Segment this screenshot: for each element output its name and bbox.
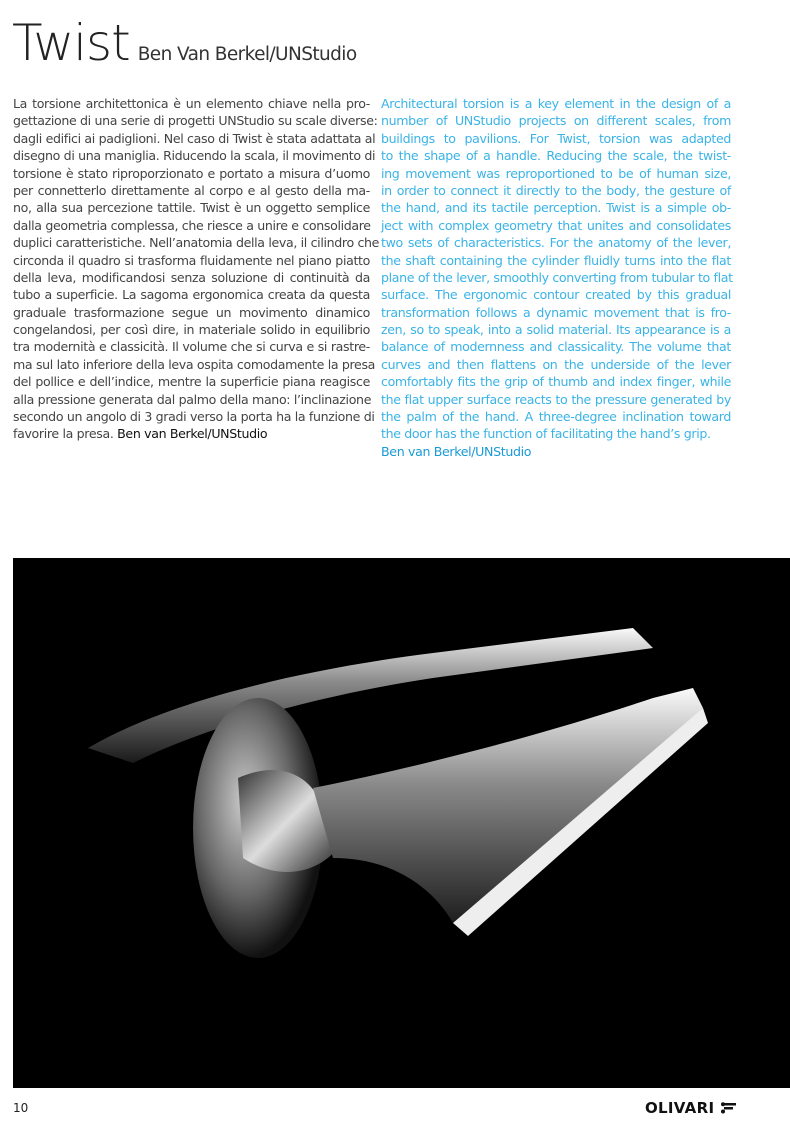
- text-line-content: dalla geometria complessa, che riesce a unire e consolidare: [13, 217, 371, 233]
- text-line-content: tubo a superficie. La sagoma ergonomica creata da questa: [13, 287, 370, 303]
- text-line: [13, 408, 375, 425]
- text-line: [13, 165, 370, 182]
- text-line: [13, 217, 370, 234]
- text-line: [13, 112, 378, 129]
- brand-logo: [645, 1099, 736, 1117]
- text-line: [381, 234, 731, 251]
- text-line: [13, 425, 370, 442]
- text-line-content: surface. The ergonomic contour created by this gradual: [381, 287, 731, 303]
- text-line: [13, 252, 370, 269]
- text-line-content: the shaft containing the cylinder fluidly turns into the flat: [381, 252, 731, 268]
- text-line: [381, 356, 731, 373]
- text-line-content: La torsione architettonica è un elemento chiave nella pro-: [13, 96, 370, 111]
- text-line: [381, 217, 731, 234]
- text-line-content: comfortably fits the grip of thumb and index finger, while: [381, 374, 731, 390]
- text-line: [381, 182, 731, 199]
- text-line: [13, 234, 380, 251]
- text-line-content: ject with complex geometry that unites and consolidates: [381, 217, 731, 233]
- text-line-content: duplici caratteristiche. Nell’anatomia della leva, il cilindro che: [13, 235, 380, 251]
- text-line: [381, 199, 731, 216]
- text-line-content: curves and then flattens on the underside of the lever: [381, 356, 731, 372]
- signature: Ben van Berkel/UNStudio: [381, 443, 532, 459]
- text-line: [13, 182, 370, 199]
- text-line-content: number of UNStudio projects on different scales, from: [381, 113, 731, 129]
- text-line: [13, 147, 376, 164]
- italian-text-column: [13, 95, 380, 443]
- text-line: [13, 321, 370, 338]
- product-photo: [13, 558, 790, 1088]
- text-line-content: gettazione di una serie di progetti UNStudio su scale diverse:: [13, 113, 378, 129]
- text-line-content: ma sul lato inferiore della leva ospita comodamente la presa: [13, 356, 376, 372]
- text-line: [381, 112, 731, 129]
- text-line-content: disegno di una maniglia. Riducendo la scala, il movimento di: [13, 148, 376, 164]
- text-line-content: the palm of the hand. A three-degree inclination toward: [381, 409, 731, 425]
- text-line: [13, 356, 376, 373]
- text-line: [13, 286, 370, 303]
- text-line-content: two sets of characteristics. For the anatomy of the lever,: [381, 235, 731, 251]
- text-line: [381, 286, 731, 303]
- text-line-content: del pollice e dell’indice, mentre la superficie piana reagisce: [13, 374, 370, 390]
- text-line: [381, 373, 731, 390]
- text-line-content: circonda il quadro si trasforma fluidamente nel piano piatto: [13, 252, 370, 268]
- brand-name: OLIVARI: [645, 1099, 715, 1117]
- text-line-content: to the shape of a handle. Reducing the scale, the twist-: [381, 148, 731, 164]
- text-line-content: in order to connect it directly to the body, the gesture of: [381, 182, 731, 198]
- text-line-content: transformation follows a dynamic movement that is fro-: [381, 304, 731, 320]
- text-line-content: torsione è stato riproporzionato e portato a misura d’uomo: [13, 165, 370, 181]
- text-line-content: the hand, and its tactile perception. Twist is a simple ob-: [381, 200, 731, 216]
- text-line-content: secondo un angolo di 3 gradi verso la porta ha la funzione di: [13, 409, 375, 425]
- text-line-content: favorire la presa.: [13, 426, 114, 442]
- text-line-content: plane of the lever, smoothly converting from tubular to flat: [381, 269, 733, 285]
- text-line: [13, 269, 370, 286]
- door-handle-image: [13, 558, 790, 1088]
- brand-mark-icon: [720, 1102, 736, 1114]
- text-line-content: dagli edifici ai padiglioni. Nel caso di Twist è stata adattata al: [13, 130, 376, 146]
- text-line-content: the flat upper surface reacts to the pressure generated by: [381, 391, 731, 407]
- text-line: [13, 95, 370, 112]
- page-number: 10: [13, 1101, 29, 1115]
- text-line-content: Architectural torsion is a key element in the design of a: [381, 96, 731, 111]
- english-text-column: [381, 95, 731, 460]
- text-line-content: alla pressione generata dal palmo della mano: l’inclinazione: [13, 391, 372, 407]
- text-line: [381, 269, 731, 286]
- text-line: [13, 391, 370, 408]
- text-line-content: zen, so to speak, into a solid material. Its appearance is a: [381, 322, 731, 338]
- text-line-content: graduale trasformazione segue un movimento dinamico: [13, 304, 370, 320]
- text-line-content: no, alla sua percezione tattile. Twist è un oggetto semplice: [13, 200, 370, 216]
- text-line-content: della leva, modificandosi senza soluzione di continuità da: [13, 269, 370, 285]
- text-line: [381, 304, 731, 321]
- designer-name: Ben Van Berkel/UNStudio: [137, 44, 357, 65]
- text-line: [381, 165, 731, 182]
- text-line: [381, 338, 731, 355]
- text-line: [381, 95, 731, 112]
- product-name: Twist: [12, 14, 130, 72]
- text-line: [13, 199, 370, 216]
- text-line: [381, 408, 731, 425]
- text-line-content: buildings to pavilions. For Twist, torsion was adapted: [381, 130, 731, 146]
- text-line: [381, 425, 731, 442]
- text-line-content: ing movement was reproportioned to be of human size,: [381, 165, 731, 181]
- text-line: [13, 130, 376, 147]
- text-line: [13, 304, 370, 321]
- text-line: [13, 373, 370, 390]
- text-line-content: tra modernità e classicità. Il volume che si curva e si rastre-: [13, 339, 370, 355]
- text-line: [381, 252, 731, 269]
- text-line-content: per connetterlo direttamente al corpo e al gesto della ma-: [13, 182, 370, 198]
- text-line: [381, 391, 731, 408]
- text-line-content: balance of modernness and classicality. The volume that: [381, 339, 731, 355]
- text-line: [381, 130, 731, 147]
- text-line: [381, 147, 731, 164]
- text-line: [381, 321, 731, 338]
- text-line: [13, 338, 370, 355]
- text-line-content: congelandosi, per così dire, in materiale solido in equilibrio: [13, 322, 370, 338]
- text-line-content: the door has the function of facilitating the hand’s grip.: [381, 426, 711, 442]
- page-title: [12, 14, 357, 72]
- signature: Ben van Berkel/UNStudio: [117, 426, 268, 442]
